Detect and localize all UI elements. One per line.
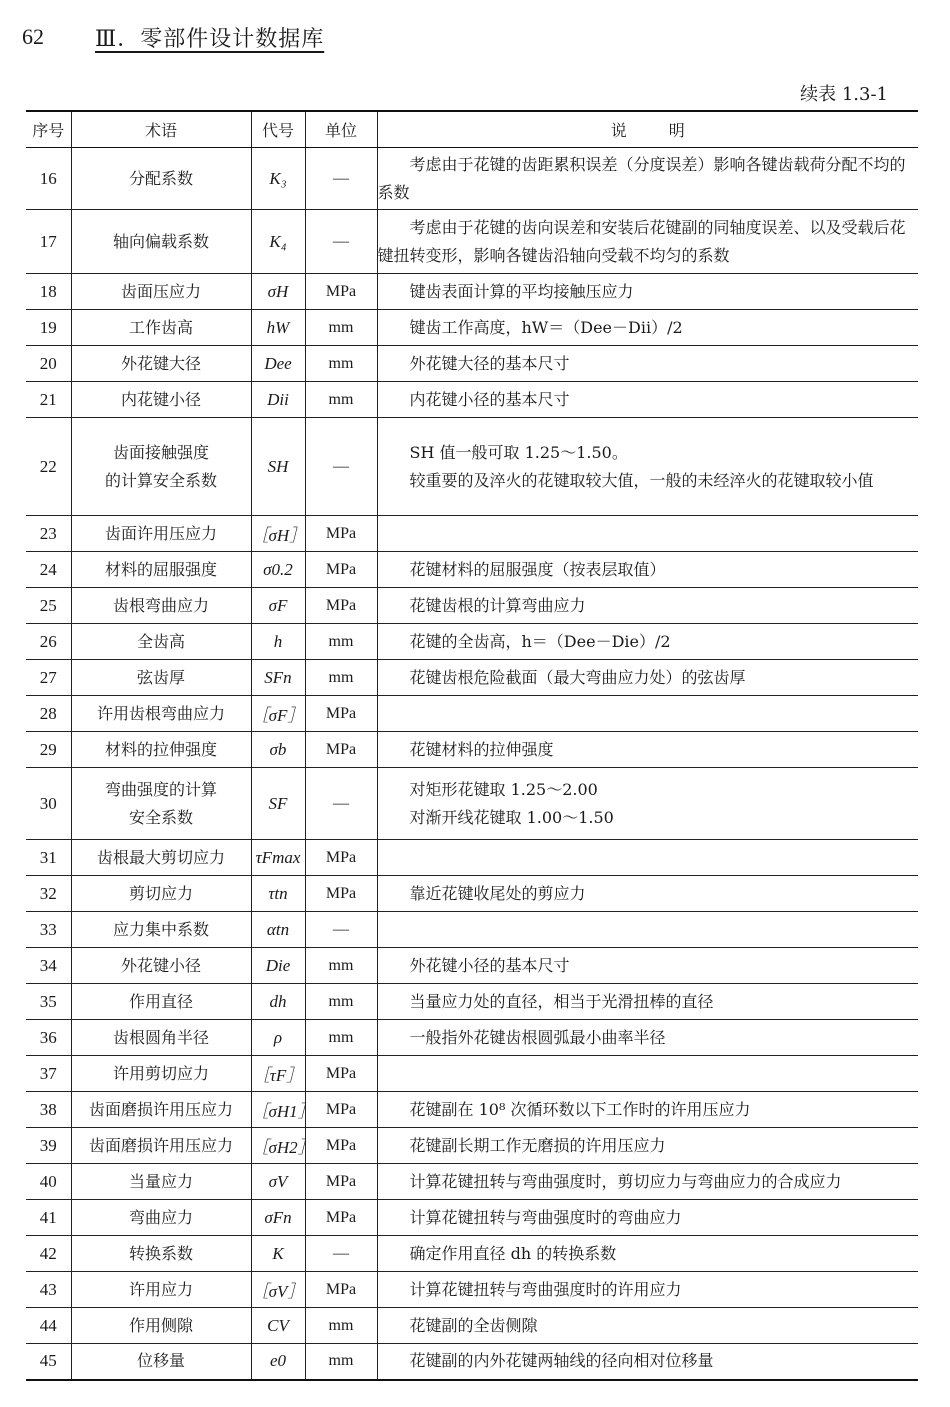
table-row: [26, 984, 918, 1020]
row-number: 45: [26, 1344, 71, 1380]
table-row: [26, 148, 918, 210]
row-term: [71, 1200, 251, 1236]
row-number: 21: [26, 382, 71, 418]
row-term: [71, 876, 251, 912]
header-description: 说明: [377, 111, 918, 148]
row-description: [377, 624, 918, 660]
row-description: [377, 588, 918, 624]
table-row: [26, 696, 918, 732]
row-term-line: 转换系数: [128, 1243, 193, 1263]
row-term-line: 齿根弯曲应力: [112, 595, 209, 615]
row-unit: —: [305, 418, 377, 516]
row-number: 35: [26, 984, 71, 1020]
row-unit: MPa: [305, 516, 377, 552]
row-description-line: 对矩形花键取 1.25～2.00: [409, 779, 598, 799]
row-unit: MPa: [305, 552, 377, 588]
row-term: [71, 768, 251, 840]
row-description: [377, 1308, 918, 1344]
row-term: [71, 346, 251, 382]
row-description: [377, 1272, 918, 1308]
row-term: [71, 310, 251, 346]
row-number: 27: [26, 660, 71, 696]
row-unit: MPa: [305, 588, 377, 624]
row-unit: mm: [305, 984, 377, 1020]
row-symbol: τFmax: [251, 840, 305, 876]
row-description-line: 一般指外花键齿根圆弧最小曲率半径: [409, 1027, 666, 1047]
row-number: 17: [26, 210, 71, 274]
table-row: [26, 274, 918, 310]
row-term-line: 齿面接触强度: [112, 442, 209, 462]
table-row: [26, 1164, 918, 1200]
row-unit: mm: [305, 948, 377, 984]
table-row: [26, 1128, 918, 1164]
row-description-line: 确定作用直径 dh 的转换系数: [409, 1243, 617, 1263]
row-term-line: 轴向偏载系数: [112, 231, 209, 251]
row-number: 42: [26, 1236, 71, 1272]
row-description: [377, 840, 918, 876]
row-term-line: 材料的拉伸强度: [104, 739, 217, 759]
row-description-line: 考虑由于花键的齿距累积误差（分度误差）影响各键齿载荷分配不均的系数: [377, 154, 906, 202]
row-term: [71, 418, 251, 516]
table-row: [26, 516, 918, 552]
row-term: [71, 1056, 251, 1092]
row-symbol: K: [251, 1236, 305, 1272]
table-row: [26, 624, 918, 660]
row-term-line: 外花键小径: [120, 955, 201, 975]
row-term-line: 工作齿高: [128, 317, 193, 337]
row-number: 30: [26, 768, 71, 840]
row-description: [377, 1200, 918, 1236]
row-unit: mm: [305, 660, 377, 696]
row-symbol: SH: [251, 418, 305, 516]
table-row: [26, 1272, 918, 1308]
row-unit: —: [305, 768, 377, 840]
row-symbol: SFn: [251, 660, 305, 696]
row-unit: MPa: [305, 1272, 377, 1308]
row-number: 44: [26, 1308, 71, 1344]
row-term-line: 许用齿根弯曲应力: [96, 703, 225, 723]
row-description: [377, 148, 918, 210]
row-unit: MPa: [305, 1056, 377, 1092]
row-term: [71, 274, 251, 310]
row-term-line: 安全系数: [128, 807, 193, 827]
row-symbol: τtn: [251, 876, 305, 912]
row-unit: —: [305, 210, 377, 274]
row-description-line: 外花键小径的基本尺寸: [409, 955, 570, 975]
table-row: [26, 840, 918, 876]
row-description: [377, 912, 918, 948]
row-unit: —: [305, 1236, 377, 1272]
row-symbol: SF: [251, 768, 305, 840]
row-unit: MPa: [305, 1128, 377, 1164]
row-number: 26: [26, 624, 71, 660]
row-number: 41: [26, 1200, 71, 1236]
row-symbol: e0: [251, 1344, 305, 1380]
table-row: [26, 1056, 918, 1092]
row-description: [377, 732, 918, 768]
row-symbol: Dee: [251, 346, 305, 382]
row-symbol: ρ: [251, 1020, 305, 1056]
row-unit: MPa: [305, 274, 377, 310]
row-description: [377, 1056, 918, 1092]
row-description-line: 花键副的内外花键两轴线的径向相对位移量: [409, 1351, 714, 1371]
header-symbol: 代号: [251, 111, 305, 148]
row-description: [377, 876, 918, 912]
row-number: 16: [26, 148, 71, 210]
table-row: [26, 912, 918, 948]
row-description: [377, 382, 918, 418]
row-description: [377, 1020, 918, 1056]
row-term: [71, 912, 251, 948]
row-description-line: 花键副在 10⁸ 次循环数以下工作时的许用压应力: [409, 1099, 751, 1119]
row-description: [377, 696, 918, 732]
row-term: [71, 1308, 251, 1344]
table-row: [26, 876, 918, 912]
row-number: 29: [26, 732, 71, 768]
row-symbol: σFn: [251, 1200, 305, 1236]
row-description: [377, 552, 918, 588]
table-row: [26, 1344, 918, 1380]
row-term-line: 齿根最大剪切应力: [96, 847, 225, 867]
row-symbol: σ0.2: [251, 552, 305, 588]
row-unit: mm: [305, 382, 377, 418]
row-term: [71, 516, 251, 552]
row-description-line: 当量应力处的直径，相当于光滑扭棒的直径: [409, 991, 714, 1011]
row-unit: —: [305, 148, 377, 210]
row-term: [71, 984, 251, 1020]
parameter-table: [26, 110, 918, 1381]
table-row: [26, 948, 918, 984]
row-description-line: 较重要的及淬火的花键取较大值，一般的未经淬火的花键取较小值: [409, 470, 874, 490]
row-term-line: 当量应力: [128, 1171, 193, 1191]
row-term: [71, 624, 251, 660]
row-description: [377, 1128, 918, 1164]
row-description: [377, 210, 918, 274]
row-term-line: 外花键大径: [120, 353, 201, 373]
row-term-line: 作用侧隙: [128, 1315, 193, 1335]
row-number: 37: [26, 1056, 71, 1092]
row-term: [71, 1272, 251, 1308]
row-term-line: 位移量: [136, 1351, 185, 1371]
row-term: [71, 696, 251, 732]
row-term: [71, 948, 251, 984]
row-symbol: σV: [251, 1164, 305, 1200]
row-number: 24: [26, 552, 71, 588]
row-term-line: 弯曲应力: [128, 1207, 193, 1227]
row-term-line: 剪切应力: [128, 883, 193, 903]
row-term: [71, 1128, 251, 1164]
row-unit: mm: [305, 310, 377, 346]
row-number: 28: [26, 696, 71, 732]
header-unit: 单位: [305, 111, 377, 148]
row-symbol: αtn: [251, 912, 305, 948]
row-description-line: 计算花键扭转与弯曲强度时，剪切应力与弯曲应力的合成应力: [409, 1171, 842, 1191]
table-row: [26, 1308, 918, 1344]
row-term-line: 弦齿厚: [136, 667, 185, 687]
running-title: Ⅲ．零部件设计数据库: [95, 27, 325, 52]
row-term: [71, 732, 251, 768]
row-term-line: 内花键小径: [120, 389, 201, 409]
row-unit: mm: [305, 1308, 377, 1344]
row-number: 20: [26, 346, 71, 382]
row-number: 25: [26, 588, 71, 624]
table-row: [26, 310, 918, 346]
row-term-line: 齿面压应力: [120, 281, 201, 301]
table-header-row: [26, 111, 918, 148]
row-number: 33: [26, 912, 71, 948]
row-term-line: 齿面磨损许用压应力: [88, 1135, 233, 1155]
row-description-line: 内花键小径的基本尺寸: [409, 389, 570, 409]
row-term-line: 全齿高: [136, 631, 185, 651]
row-term: [71, 1092, 251, 1128]
row-term: [71, 1164, 251, 1200]
row-unit: MPa: [305, 1164, 377, 1200]
row-unit: mm: [305, 1020, 377, 1056]
row-description: [377, 516, 918, 552]
table-continued-label: 续表 1.3-1: [800, 84, 888, 105]
table-row: [26, 660, 918, 696]
row-description: [377, 1344, 918, 1380]
row-unit: MPa: [305, 876, 377, 912]
row-number: 36: [26, 1020, 71, 1056]
row-term: [71, 382, 251, 418]
row-unit: MPa: [305, 1200, 377, 1236]
row-unit: MPa: [305, 840, 377, 876]
row-term: [71, 552, 251, 588]
row-symbol: ［σF］: [251, 696, 305, 732]
row-description-line: 计算花键扭转与弯曲强度时的弯曲应力: [409, 1207, 682, 1227]
row-description: [377, 1164, 918, 1200]
row-symbol: ［τF］: [251, 1056, 305, 1092]
row-symbol: Dii: [251, 382, 305, 418]
row-number: 23: [26, 516, 71, 552]
row-symbol: CV: [251, 1308, 305, 1344]
row-symbol: ［σH］: [251, 516, 305, 552]
row-unit: mm: [305, 346, 377, 382]
row-number: 22: [26, 418, 71, 516]
table-row: [26, 1020, 918, 1056]
row-symbol: ［σH1］: [251, 1092, 305, 1128]
row-unit: MPa: [305, 1092, 377, 1128]
table-row: [26, 210, 918, 274]
row-description: [377, 1236, 918, 1272]
row-description-line: 计算花键扭转与弯曲强度时的许用应力: [409, 1279, 682, 1299]
row-number: 34: [26, 948, 71, 984]
table-row: [26, 382, 918, 418]
row-number: 32: [26, 876, 71, 912]
row-number: 18: [26, 274, 71, 310]
page-number: 62: [22, 24, 44, 49]
row-description: [377, 948, 918, 984]
header-no: 序号: [26, 111, 71, 148]
row-term: [71, 148, 251, 210]
row-number: 40: [26, 1164, 71, 1200]
row-description-line: 花键材料的屈服强度（按表层取值）: [409, 559, 666, 579]
table-row: [26, 768, 918, 840]
table-row: [26, 588, 918, 624]
row-term: [71, 1236, 251, 1272]
row-symbol: hW: [251, 310, 305, 346]
row-symbol: h: [251, 624, 305, 660]
row-description-line: 键齿表面计算的平均接触压应力: [409, 281, 634, 301]
row-symbol: K₄: [251, 210, 305, 274]
row-description: [377, 768, 918, 840]
row-description-line: 花键齿根的计算弯曲应力: [409, 595, 586, 615]
row-term: [71, 840, 251, 876]
row-term-line: 齿面磨损许用压应力: [88, 1099, 233, 1119]
table-row: [26, 1092, 918, 1128]
row-description-line: 对渐开线花键取 1.00～1.50: [409, 807, 614, 827]
table-row: [26, 732, 918, 768]
row-description: [377, 346, 918, 382]
row-term-line: 作用直径: [128, 991, 193, 1011]
header-term: 术语: [71, 111, 251, 148]
row-symbol: σF: [251, 588, 305, 624]
row-description: [377, 274, 918, 310]
row-symbol: σH: [251, 274, 305, 310]
row-symbol: ［σH2］: [251, 1128, 305, 1164]
row-number: 31: [26, 840, 71, 876]
table-row: [26, 552, 918, 588]
table-row: [26, 1236, 918, 1272]
row-description-line: 靠近花键收尾处的剪应力: [409, 883, 586, 903]
row-unit: MPa: [305, 696, 377, 732]
row-term-line: 材料的屈服强度: [104, 559, 217, 579]
row-term: [71, 210, 251, 274]
row-symbol: K₃: [251, 148, 305, 210]
row-term-line: 弯曲强度的计算: [104, 779, 217, 799]
row-description: [377, 984, 918, 1020]
row-description: [377, 1092, 918, 1128]
row-term-line: 许用应力: [128, 1279, 193, 1299]
row-symbol: Die: [251, 948, 305, 984]
row-description-line: SH 值一般可取 1.25～1.50。: [409, 442, 628, 462]
row-description: [377, 660, 918, 696]
row-description-line: 花键副的全齿侧隙: [409, 1315, 538, 1335]
row-description-line: 花键材料的拉伸强度: [409, 739, 554, 759]
row-symbol: ［σV］: [251, 1272, 305, 1308]
row-description-line: 花键齿根危险截面（最大弯曲应力处）的弦齿厚: [409, 667, 746, 687]
row-term-line: 分配系数: [128, 168, 193, 188]
row-term-line: 齿面许用压应力: [104, 523, 217, 543]
row-unit: —: [305, 912, 377, 948]
row-description-line: 外花键大径的基本尺寸: [409, 353, 570, 373]
row-description-line: 花键副长期工作无磨损的许用压应力: [409, 1135, 666, 1155]
row-description: [377, 310, 918, 346]
row-term: [71, 660, 251, 696]
row-unit: mm: [305, 624, 377, 660]
row-term-line: 的计算安全系数: [104, 470, 217, 490]
row-term: [71, 1344, 251, 1380]
row-term-line: 应力集中系数: [112, 919, 209, 939]
row-term-line: 许用剪切应力: [112, 1063, 209, 1083]
row-term: [71, 1020, 251, 1056]
row-description-line: 键齿工作高度，hW＝（Dee－Dii）/2: [409, 317, 683, 337]
row-symbol: σb: [251, 732, 305, 768]
row-number: 39: [26, 1128, 71, 1164]
row-number: 19: [26, 310, 71, 346]
row-term: [71, 588, 251, 624]
table-row: [26, 418, 918, 516]
row-unit: MPa: [305, 732, 377, 768]
row-number: 43: [26, 1272, 71, 1308]
row-number: 38: [26, 1092, 71, 1128]
row-unit: mm: [305, 1344, 377, 1380]
table-row: [26, 1200, 918, 1236]
row-description: [377, 418, 918, 516]
table-row: [26, 346, 918, 382]
row-term-line: 齿根圆角半径: [112, 1027, 209, 1047]
row-description-line: 考虑由于花键的齿向误差和安装后花键副的同轴度误差、以及受载后花键扭转变形，影响各键齿沿轴向受载不均匀的系数: [377, 217, 906, 265]
row-symbol: dh: [251, 984, 305, 1020]
row-description-line: 花键的全齿高，h＝（Dee－Die）/2: [409, 631, 671, 651]
